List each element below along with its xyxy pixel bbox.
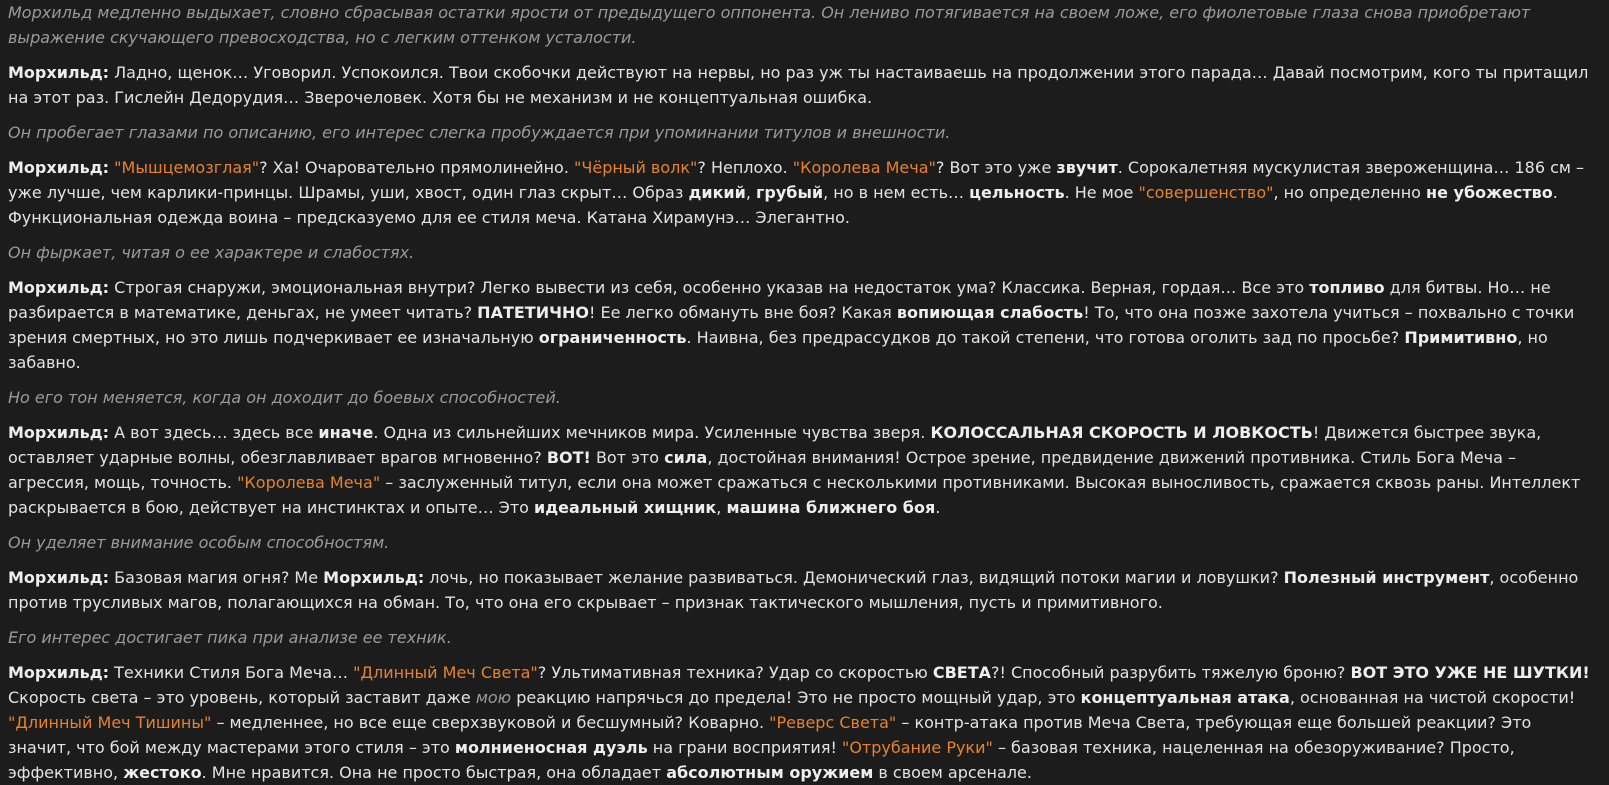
text-run: . Одна из сильнейших мечников мира. Усиленные чувства зверя.	[373, 423, 931, 442]
text-run: . Функциональная одежда воина – предсказуемо для ее стиля меча. Катана Хирамунэ… Элегантно.	[8, 183, 1558, 227]
dialogue-paragraph	[8, 155, 1599, 230]
bold-text: машина ближнего боя	[726, 498, 936, 517]
text-run: , достойная внимания! Острое зрение, предвидение движений противника. Стиль Бога Меча – агрессия, мощь, точность.	[8, 448, 1517, 492]
bold-text: вопиющая слабость	[896, 303, 1084, 322]
text-run: , основанная на чистой скорости!	[1289, 688, 1576, 707]
text-run: Базовая магия огня? Ме	[109, 568, 324, 587]
dialogue-paragraph	[8, 60, 1599, 110]
bold-text: СВЕТА	[932, 663, 992, 682]
bold-text: ограниченность	[538, 328, 687, 347]
speaker-name: Морхильд:	[8, 278, 110, 297]
text-run: – контр-атака против Меча Света, требующая еще большей реакции? Это значит, что бой между мастерами этого стиля – это	[8, 713, 1532, 757]
narration-paragraph	[8, 625, 1599, 650]
quoted-title: "совершенство"	[1138, 183, 1274, 202]
quoted-title: "Королева Меча"	[237, 473, 381, 492]
text-run: Он фыркает, читая о ее характере и слабостях.	[8, 243, 415, 262]
emphasis-text: мою	[475, 688, 512, 707]
text-run: ,	[745, 183, 757, 202]
bold-text: идеальный хищник	[534, 498, 717, 517]
text-run: лочь, но показывает желание развиваться. Демонический глаз, видящий потоки магии и ловушки?	[424, 568, 1284, 587]
text-run: Он уделяет внимание особым способностям.	[8, 533, 390, 552]
bold-text: КОЛОССАЛЬНАЯ СКОРОСТЬ И ЛОВКОСТЬ	[930, 423, 1313, 442]
dialogue-paragraph	[8, 565, 1599, 615]
bold-text: иначе	[318, 423, 374, 442]
quoted-title: "Длинный Меч Света"	[353, 663, 538, 682]
text-run: ? Неплохо.	[697, 158, 793, 177]
text-run: – базовая техника, нацеленная на обезоруживание? Просто, эффективно,	[8, 738, 1515, 782]
bold-text: концептуальная атака	[1080, 688, 1290, 707]
speaker-name: Морхильд:	[8, 568, 110, 587]
quoted-title: "Отрубание Руки"	[841, 738, 993, 757]
bold-text: цельность	[969, 183, 1065, 202]
narration-paragraph	[8, 240, 1599, 265]
narration-paragraph	[8, 385, 1599, 410]
text-run: , особенно против трусливых магов, полагающихся на обман. То, что она его скрывает – признак тактического мышления, пусть и примитивного.	[8, 568, 1579, 612]
text-run: , но забавно.	[8, 328, 1548, 372]
text-run: Скорость света – это уровень, который заставит даже	[8, 688, 476, 707]
bold-text: Полезный инструмент	[1283, 568, 1490, 587]
text-run: реакцию напрячься до предела! Это не просто мощный удар, это	[511, 688, 1081, 707]
quoted-title: "Мышцемозглая"	[114, 158, 260, 177]
text-run: ! Движется быстрее звука, оставляет ударные волны, обезглавливает врагов мгновенно?	[8, 423, 1542, 467]
bold-text: дикий	[688, 183, 746, 202]
text-run: . Не мое	[1064, 183, 1139, 202]
dialogue-paragraph	[8, 420, 1599, 520]
text-run: .	[935, 498, 941, 517]
quoted-title: "Реверс Света"	[769, 713, 897, 732]
text-run: Морхильд медленно выдыхает, словно сбрасывая остатки ярости от предыдущего оппонента. Он лениво потягивается на своем ложе, его фиолетовые глаза снова приобретают выражение скучающего превосходства, но с легким оттенком усталости.	[8, 3, 1531, 47]
speaker-name: Морхильд:	[8, 663, 110, 682]
text-run: в своем арсенале.	[873, 763, 1032, 782]
speaker-name: Морхильд:	[8, 423, 110, 442]
text-run: Ладно, щенок… Уговорил. Успокоился. Твои скобочки действуют на нервы, но раз уж ты настаиваешь на продолжении этого парада… Давай посмотрим, кого ты притащил на этот раз. Гислейн Дедорудия… Зверочеловек. Хотя бы не механизм и не концептуальная ошибка.	[8, 63, 1589, 107]
quoted-title: "Королева Меча"	[792, 158, 936, 177]
text-run: – медленнее, но все еще сверхзвуковой и бесшумный? Коварно.	[211, 713, 770, 732]
text-run: – заслуженный титул, если она может сражаться с несколькими противниками. Высокая выносливость, сражается сквозь раны. Интеллект раскрывается в бою, действует на инстинктах и опыте… Это	[8, 473, 1581, 517]
text-run: Вот это	[590, 448, 665, 467]
text-run: Техники Стиля Бога Меча…	[109, 663, 354, 682]
bold-text: не убожество	[1426, 183, 1553, 202]
text-run: . Сорокалетняя мускулистая звероженщина… 186 см – уже лучше, чем карлики-принцы. Шрамы, уши, хвост, один глаз скрыт… Образ	[8, 158, 1585, 202]
narration-paragraph	[8, 530, 1599, 555]
bold-text: ПАТЕТИЧНО	[477, 303, 590, 322]
narration-paragraph	[8, 0, 1599, 50]
bold-text: абсолютным оружием	[666, 763, 874, 782]
bold-text: ВОТ ЭТО УЖЕ НЕ ШУТКИ!	[1350, 663, 1590, 682]
text-run: ? Ха! Очаровательно прямолинейно.	[259, 158, 575, 177]
dialogue-paragraph	[8, 275, 1599, 375]
speaker-name: Морхильд:	[323, 568, 425, 587]
text-run: ,	[716, 498, 727, 517]
bold-text: Примитивно	[1404, 328, 1518, 347]
text-run: Но его тон меняется, когда он доходит до боевых способностей.	[8, 388, 561, 407]
bold-text: грубый	[756, 183, 824, 202]
bold-text: ВОТ!	[546, 448, 591, 467]
text-run: , но в нем есть…	[823, 183, 970, 202]
text-run: Строгая снаружи, эмоциональная внутри? Легко вывести из себя, особенно указав на недостаток ума? Классика. Верная, гордая… Все это	[109, 278, 1310, 297]
bold-text: топливо	[1309, 278, 1385, 297]
bold-text: жестоко	[123, 763, 202, 782]
text-run: , но определенно	[1273, 183, 1427, 202]
text-run: ! То, что она позже захотела учиться – похвально с точки зрения смертных, но это лишь подчеркивает ее изначальную	[8, 303, 1575, 347]
text-run: ? Ультимативная техника? Удар со скоростью	[537, 663, 933, 682]
text-run: для битвы. Но… не разбирается в математике, деньгах, не умеет читать?	[8, 278, 1551, 322]
quoted-title: "Длинный Меч Тишины"	[8, 713, 212, 732]
speaker-name: Морхильд:	[8, 63, 110, 82]
text-run: ! Ее легко обмануть вне боя? Какая	[589, 303, 897, 322]
text-run: ?! Способный разрубить тяжелую броню?	[991, 663, 1351, 682]
bold-text: молниеносная дуэль	[454, 738, 648, 757]
chat-log	[8, 0, 1599, 785]
quoted-title: "Чёрный волк"	[574, 158, 698, 177]
text-run: на грани восприятия!	[647, 738, 842, 757]
text-run: ? Вот это уже	[935, 158, 1057, 177]
speaker-name: Морхильд:	[8, 158, 110, 177]
text-run: . Наивна, без предрассудков до такой степени, что готова оголить зад по просьбе?	[686, 328, 1405, 347]
narration-paragraph	[8, 120, 1599, 145]
text-run: А вот здесь… здесь все	[109, 423, 319, 442]
bold-text: сила	[664, 448, 708, 467]
dialogue-paragraph	[8, 660, 1599, 785]
text-run: Он пробегает глазами по описанию, его интерес слегка пробуждается при упоминании титулов и внешности.	[8, 123, 951, 142]
text-run: . Мне нравится. Она не просто быстрая, она обладает	[201, 763, 667, 782]
bold-text: звучит	[1056, 158, 1118, 177]
text-run: Его интерес достигает пика при анализе ее техник.	[8, 628, 452, 647]
